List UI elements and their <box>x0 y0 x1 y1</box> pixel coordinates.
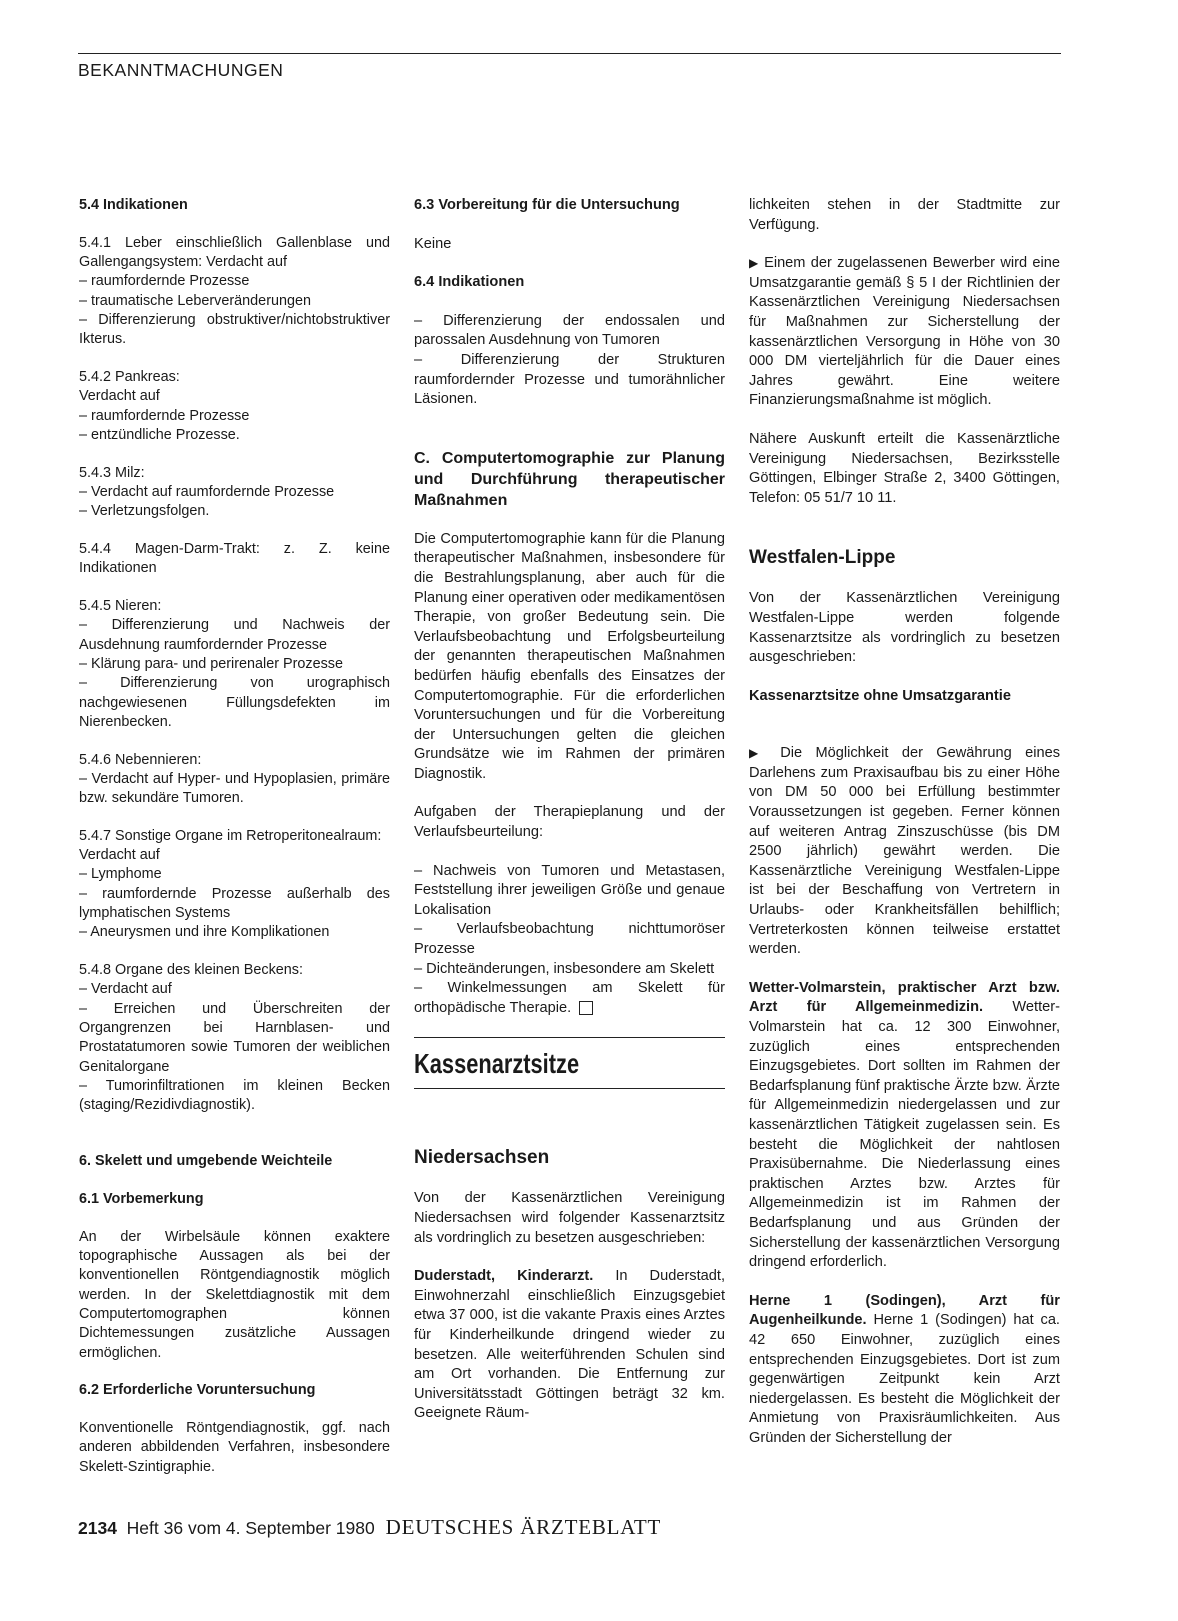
spacer <box>79 1401 390 1419</box>
spacer <box>749 508 1060 527</box>
article-heading: C. Computertomographie zur Planung und Durchführung therapeutischer Maßnahmen <box>414 449 725 509</box>
page-number: 2134 <box>78 1518 117 1538</box>
list-line: – Dichteänderungen, insbesondere am Skelett <box>414 960 715 977</box>
list-line: – Klärung para- und perirenaler Prozesse <box>79 655 343 672</box>
entry-title: Wetter-Volmarstein, praktischer Arzt bzw. Arzt für Allgemeinmedizin. <box>749 979 1060 1016</box>
list-line: – Erreichen und Überschreiten der Organgrenzen bei Harnblasen- und Prostatatumoren sowie Tumoren der weiblichen Genitalorgane <box>79 1000 390 1075</box>
entry-text: In Duderstadt, Einwohnerzahl einschließlich Einzugsgebiet etwa 37 000, ist die vakante Praxis eines Arztes für Kinderheilkunde dringend wieder zu besetzen. Alle weiterführenden Schulen sind am Ort vorhanden. Die Entfernung zur Universitätsstadt Göttingen beträgt 32 km. Geeignete Räum- <box>414 1268 725 1422</box>
list-line: – Differenzierung der Strukturen raumfordernder Prozesse und tumorähnlicher Läsionen. <box>414 351 725 408</box>
spacer <box>749 1273 1060 1292</box>
list-line: Verdacht auf <box>79 847 160 864</box>
spacer <box>79 579 390 597</box>
column-3 <box>749 196 1060 1448</box>
paragraph-text: Einem der zugelassenen Bewerber wird eine Umsatzgarantie gemäß § 5 I der Richtlinien der Kassenärztlichen Vereinigung Niedersachsen für Maßnahmen zur Sicherstellung der kassenärztlichen Versorgung in Höhe von 30 000 DM vierteljährlich für die Dauer eines Jahres gewährt. Eine weitere Finanzierungsmaßnahme ist möglich. <box>749 255 1061 409</box>
paragraph: 5.4.7 Sonstige Organe im Retroperitonealraum: <box>79 827 382 844</box>
list-line: – Lymphome <box>79 866 162 883</box>
arrow-bullet-icon: ▶ <box>749 746 781 761</box>
spacer <box>79 1209 390 1227</box>
region-heading: Westfalen-Lippe <box>749 547 896 569</box>
header-rule <box>78 53 1061 54</box>
paragraph: – Nachweis von Tumoren und Metastasen, Feststellung ihrer jeweiligen Größe und genaue Lokalisation <box>414 862 725 918</box>
list-line: – Verdacht auf Hyper- und Hypoplasien, primäre bzw. sekundäre Tumoren. <box>79 770 390 807</box>
paragraph: – Differenzierung der endossalen und parossalen Ausdehnung von Tumoren <box>414 312 725 349</box>
paragraph: Die Computertomographie kann für die Planung therapeutischer Maßnahmen, insbesondere für die Bestrahlungsplanung, aber auch für die Planung einer operativen oder medikamentösen Therapie, von großer Bedeutung sein. Die Verlaufsbeobachtung und Erfolgsbeurteilung der genannten therapeutischen Maßnahmen bedürfen häufig ebenfalls des Einsatzes der Computertomographie. Für die erforderlichen Voruntersuchungen und für die Vorbereitung der Untersuchungen gelten die gleichen Grundsätze wie im Rahmen der primären Diagnostik. <box>414 530 725 782</box>
entry-title: Herne 1 (Sodingen), Arzt für Augenheilkunde. <box>749 1292 1060 1329</box>
subheading: Kassenarztsitze ohne Umsatzgarantie <box>749 687 1011 704</box>
spacer <box>414 784 725 803</box>
arrow-bullet-icon: ▶ <box>749 256 765 271</box>
page-footer <box>78 1515 661 1540</box>
issue-info: Heft 36 vom 4. September 1980 <box>126 1518 375 1538</box>
spacer <box>749 527 1060 546</box>
spacer <box>749 570 1060 589</box>
spacer <box>414 511 725 530</box>
spacer <box>79 1363 390 1381</box>
subheading: 6.4 Indikationen <box>414 274 525 291</box>
paragraph: 5.4.2 Pankreas: <box>79 368 180 385</box>
spacer <box>414 1170 725 1189</box>
spacer <box>414 216 725 235</box>
spacer <box>749 668 1060 687</box>
subheading: 6.3 Vorbereitung für die Untersuchung <box>414 197 680 213</box>
section-title: Kassenarztsitze <box>414 1048 580 1080</box>
subheading: 6.2 Erforderliche Voruntersuchung <box>79 1382 316 1399</box>
entry-text: Herne 1 (Sodingen) hat ca. 42 650 Einwohner, zuzüglich eines entsprechenden Einzugsgebietes. Dort ist zum gegenwärtigen Zeitpunkt kein Arzt niedergelassen. Es besteht die Möglichkeit der Anmietung von Praxisräumlichkeiten. Aus Gründen der Sicherstellung der <box>749 1312 1060 1446</box>
list-line: – raumfordernde Prozesse außerhalb des lymphatischen Systems <box>79 885 390 922</box>
entry-title: Duderstadt, Kinderarzt. <box>414 1268 594 1285</box>
entry-text: Wetter-Volmarstein hat ca. 12 300 Einwohner, zuzüglich eines entsprechenden Einzugsgebietes. Dort sollten im Rahmen der Bedarfsplanung fünf praktische Ärzte bzw. Ärzte für Allgemeinmedizin niedergelassen und zur kassenärztlichen Tätigkeit zugelassen sein. Es besteht die Möglichkeit der nahtlosen Praxisübernahme. Die Niederlassung eines praktischen Arztes bzw. Arztes für Allgemeinmedizin ist im Rahmen der Bedarfsplanung und aus Gründen der Sicherstellung der kassenärztlichen Versorgung dringend erforderlich. <box>749 999 1060 1271</box>
list-text: – Winkelmessungen am Skelett für orthopädische Therapie. <box>414 980 725 1016</box>
list-line: – Differenzierung und Nachweis der Ausdehnung raumfordernder Prozesse <box>79 617 390 653</box>
spacer <box>749 960 1060 979</box>
spacer <box>79 1134 390 1152</box>
paragraph: 5.4.5 Nieren: <box>79 597 162 614</box>
spacer <box>414 1018 725 1037</box>
paragraph: Von der Kassenärztlichen Vereinigung Niedersachsen wird folgender Kassenarztsitz als vordringlich zu besetzen ausgeschrieben: <box>414 1190 725 1246</box>
spacer <box>79 445 390 463</box>
spacer <box>79 732 390 750</box>
paragraph-text: Die Möglichkeit der Gewährung eines Darlehens zum Praxisaufbau bis zu einer Höhe von DM 50 000 bei Erfüllung bestimmter Voraussetzungen ist gegeben. Ferner können auf weiteren Antrag Zinszuschüsse (bis DM 2500 jährlich) gewährt werden. Die Kassenärztliche Vereinigung Westfalen-Lippe ist bei der Beschaffung von Vertretern in Urlaubs- oder Krankheitsfällen behilflich; Vertreterkosten können teilweise erstattet werden. <box>749 745 1061 958</box>
paragraph <box>749 254 1060 411</box>
paragraph: 5.4.1 Leber einschließlich Gallenblase und Gallengangsystem: Verdacht auf <box>79 234 390 270</box>
paragraph: Keine <box>414 235 452 252</box>
spacer <box>749 235 1060 254</box>
list-line: – Tumorinfiltrationen im kleinen Becken (staging/Rezidivdiagnostik). <box>79 1078 390 1114</box>
list-line: – Verletzungsfolgen. <box>79 503 210 520</box>
column-1 <box>79 196 390 1477</box>
list-line: – Differenzierung obstruktiver/nichtobstruktiver Ikterus. <box>79 311 390 348</box>
paragraph: An der Wirbelsäule können exaktere topographische Aussagen als bei der konventionellen Röntgendiagnostik möglich werden. In der Skelettdiagnostik mit dem Computertomographen können Dichtemessungen zusätzliche Aussagen ermöglichen. <box>79 1228 390 1361</box>
section-heading: 6. Skelett und umgebende Weichteile <box>79 1153 333 1170</box>
paragraph: 5.4.4 Magen-Darm-Trakt: z. Z. keine Indikationen <box>79 540 390 577</box>
list-line: – entzündliche Prozesse. <box>79 426 240 443</box>
list-line: – Verdacht auf raumfordernde Prozesse <box>79 483 335 500</box>
spacer <box>79 943 390 961</box>
list-line: – Aneurysmen und ihre Komplikationen <box>79 924 330 941</box>
spacer <box>79 215 390 233</box>
spacer <box>414 429 725 448</box>
spacer <box>414 410 725 429</box>
paragraph: 5.4.8 Organe des kleinen Beckens: <box>79 962 303 979</box>
list-line: Verdacht auf <box>79 388 160 405</box>
list-line: – Verlaufsbeobachtung nichttumoröser Prozesse <box>414 921 725 958</box>
list-line: – raumfordernde Prozesse <box>79 407 250 424</box>
section-label: BEKANNTMACHUNGEN <box>78 60 284 80</box>
entry <box>749 1292 1060 1449</box>
spacer <box>79 809 390 827</box>
list-line: – raumfordernde Prozesse <box>79 273 250 290</box>
region-heading: Niedersachsen <box>414 1147 550 1169</box>
spacer <box>749 725 1060 744</box>
spacer <box>414 293 725 312</box>
subheading: 6.1 Vorbemerkung <box>79 1191 204 1208</box>
list-line: – traumatische Leberveränderungen <box>79 292 311 309</box>
paragraph <box>749 744 1060 960</box>
paragraph: Von der Kassenärztlichen Vereinigung Westfalen-Lippe werden folgende Kassenarztsitze als vordringlich zu besetzen ausgeschrieben: <box>749 590 1060 666</box>
spacer <box>414 1248 725 1267</box>
section-rule <box>414 1037 725 1038</box>
spacer <box>414 1089 725 1108</box>
entry <box>749 979 1060 1273</box>
list-line: – Verdacht auf <box>79 981 172 998</box>
spacer <box>79 522 390 540</box>
column-2 <box>414 196 725 1424</box>
list-line: – Differenzierung von urographisch nachgewiesenen Füllungsdefekten im Nierenbecken. <box>79 675 390 730</box>
list-line <box>414 979 725 1018</box>
spacer <box>79 350 390 368</box>
entry <box>414 1267 725 1424</box>
spacer <box>414 843 725 862</box>
subheading: 5.4 Indikationen <box>79 197 188 213</box>
spacer <box>414 1108 725 1127</box>
spacer <box>79 1116 390 1134</box>
paragraph: Aufgaben der Therapieplanung und der Verlaufsbeurteilung: <box>414 804 725 841</box>
list-line: lichkeiten stehen in der Stadtmitte zur Verfügung. <box>749 197 1060 233</box>
end-of-article-icon <box>579 1001 593 1015</box>
paragraph: Nähere Auskunft erteilt die Kassenärztliche Vereinigung Niedersachsen, Bezirksstelle Göttingen, Elbinger Straße 2, 3400 Göttingen, Telefon: 05 51/7 10 11. <box>749 430 1060 506</box>
spacer <box>749 411 1060 430</box>
paragraph: 5.4.6 Nebennieren: <box>79 751 202 768</box>
spacer <box>79 1172 390 1190</box>
paragraph: 5.4.3 Milz: <box>79 464 145 481</box>
paragraph: Konventionelle Röntgendiagnostik, ggf. nach anderen abbildenden Verfahren, insbesondere Skelett-Szintigraphie. <box>79 1420 390 1475</box>
spacer <box>414 254 725 273</box>
magazine-name: DEUTSCHES ÄRZTEBLATT <box>385 1515 662 1539</box>
spacer <box>414 1127 725 1146</box>
spacer <box>749 706 1060 725</box>
